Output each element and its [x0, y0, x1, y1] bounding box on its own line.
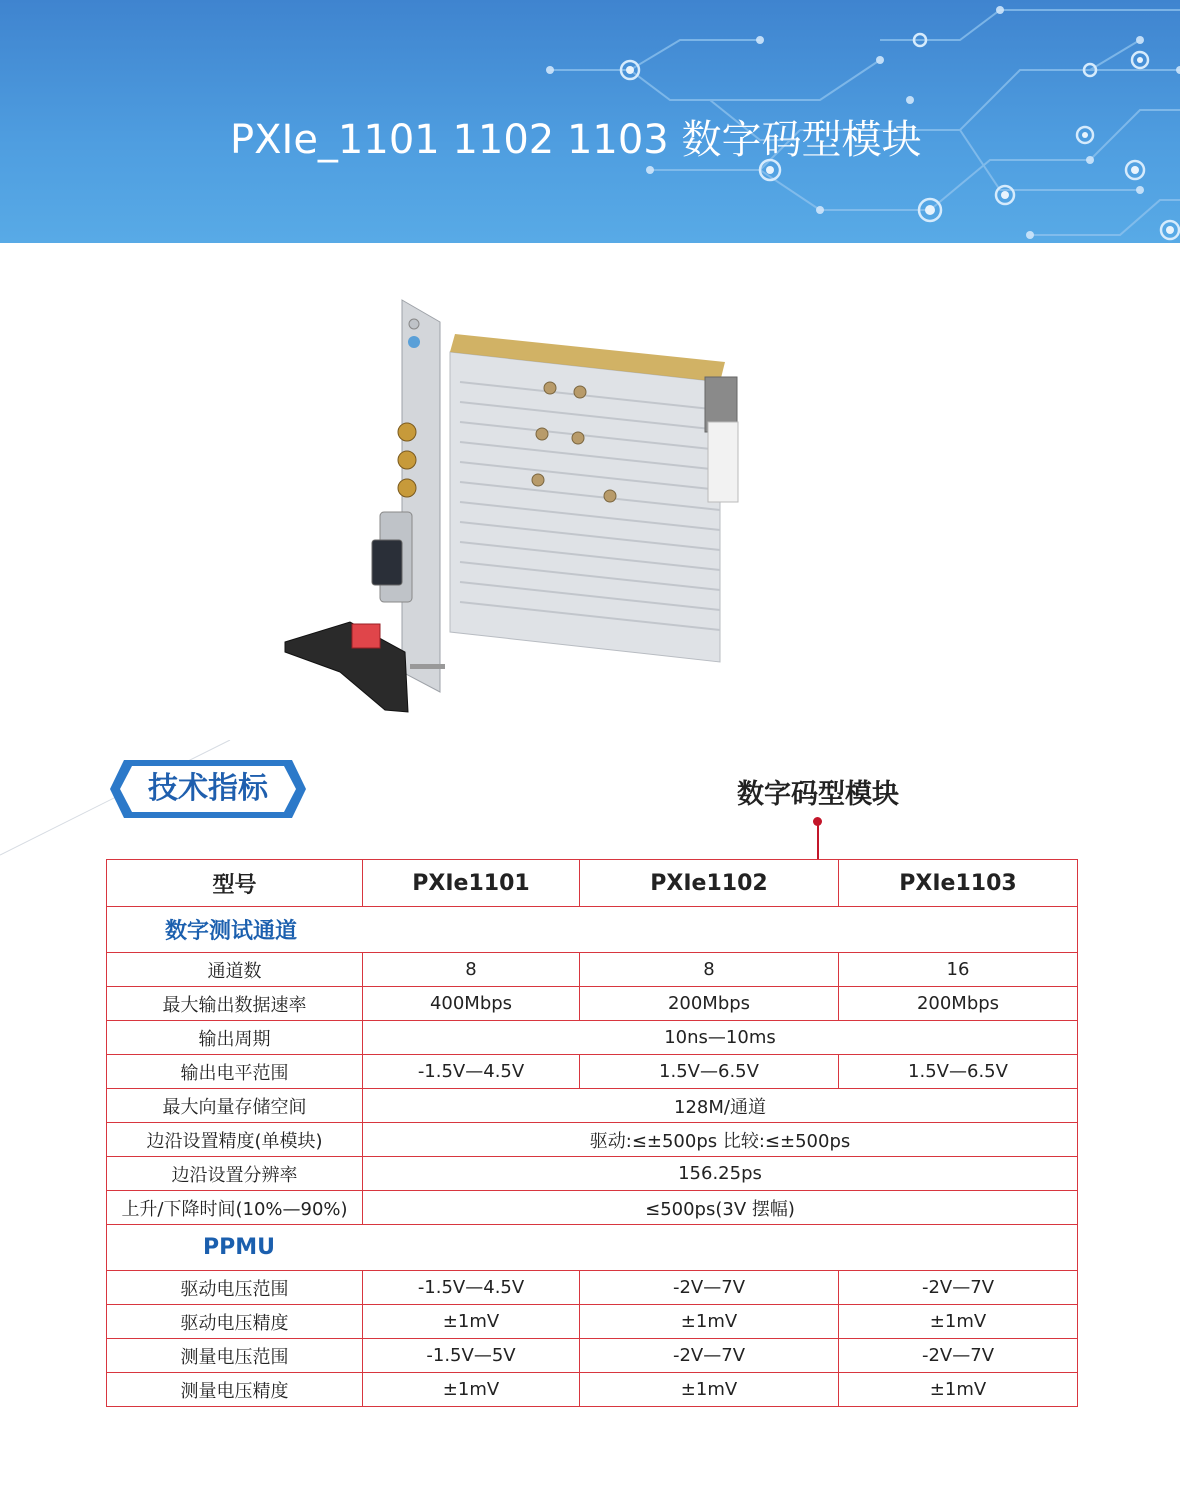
table-cell: ±1mV — [839, 1373, 1078, 1407]
table-cell: 200Mbps — [580, 987, 839, 1021]
table-cell: -1.5V—4.5V — [363, 1055, 580, 1089]
table-cell: 400Mbps — [363, 987, 580, 1021]
page-title: PXIe_1101 1102 1103 数字码型模块 — [230, 117, 922, 163]
table-cell: 8 — [580, 953, 839, 987]
table-cell: ±1mV — [839, 1305, 1078, 1339]
table-cell: -2V—7V — [580, 1271, 839, 1305]
merged-cell: 128M/通道 — [363, 1089, 1078, 1123]
row-label: 边沿设置精度(单模块) — [107, 1123, 363, 1157]
table-cell: -1.5V—5V — [363, 1339, 580, 1373]
table-row — [107, 1157, 1078, 1191]
table-cell: 16 — [839, 953, 1078, 987]
header-cell: PXIe1101 — [363, 860, 580, 907]
module-label: 数字码型模块 — [737, 779, 899, 810]
table-cell: ±1mV — [580, 1305, 839, 1339]
table-cell: ±1mV — [363, 1305, 580, 1339]
product-image — [280, 292, 750, 722]
table-cell: -2V—7V — [839, 1271, 1078, 1305]
row-label: 测量电压范围 — [107, 1339, 363, 1373]
merged-cell: 156.25ps — [363, 1157, 1078, 1191]
row-label: 最大向量存储空间 — [107, 1089, 363, 1123]
row-label: 最大输出数据速率 — [107, 987, 363, 1021]
table-cell: ±1mV — [363, 1373, 580, 1407]
row-label: 通道数 — [107, 953, 363, 987]
table-cell: ±1mV — [580, 1373, 839, 1407]
table-cell: 1.5V—6.5V — [839, 1055, 1078, 1089]
table-row — [107, 953, 1078, 987]
row-label: 测量电压精度 — [107, 1373, 363, 1407]
section-title: PPMU — [107, 1225, 1078, 1271]
row-label: 驱动电压范围 — [107, 1271, 363, 1305]
table-row — [107, 1373, 1078, 1407]
row-label: 边沿设置分辨率 — [107, 1157, 363, 1191]
section-row-ppmu — [107, 1225, 1078, 1271]
table-row — [107, 1271, 1078, 1305]
section-badge-label: 技术指标 — [148, 771, 268, 806]
merged-cell: ≤500ps(3V 摆幅) — [363, 1191, 1078, 1225]
table-row — [107, 1123, 1078, 1157]
header-cell: PXIe1103 — [839, 860, 1078, 907]
table-cell: -2V—7V — [839, 1339, 1078, 1373]
table-row — [107, 1089, 1078, 1123]
table-cell: -1.5V—4.5V — [363, 1271, 580, 1305]
merged-cell: 10ns—10ms — [363, 1021, 1078, 1055]
header-cell: PXIe1102 — [580, 860, 839, 907]
table-header-row — [107, 860, 1078, 907]
table-cell: 1.5V—6.5V — [580, 1055, 839, 1089]
table-row — [107, 987, 1078, 1021]
row-label: 输出周期 — [107, 1021, 363, 1055]
header-cell: 型号 — [107, 860, 363, 907]
table-row — [107, 1305, 1078, 1339]
merged-cell: 驱动:≤±500ps 比较:≤±500ps — [363, 1123, 1078, 1157]
spec-table — [106, 859, 1078, 1407]
table-row — [107, 1021, 1078, 1055]
row-label: 上升/下降时间(10%—90%) — [107, 1191, 363, 1225]
row-label: 驱动电压精度 — [107, 1305, 363, 1339]
table-row — [107, 1339, 1078, 1373]
section-row-digital — [107, 907, 1078, 953]
table-cell: -2V—7V — [580, 1339, 839, 1373]
section-title: 数字测试通道 — [107, 907, 1078, 953]
header-banner — [0, 0, 1180, 243]
table-row — [107, 1055, 1078, 1089]
table-cell: 200Mbps — [839, 987, 1078, 1021]
table-cell: 8 — [363, 953, 580, 987]
pointer-line — [817, 822, 819, 860]
section-badge — [110, 758, 306, 820]
row-label: 输出电平范围 — [107, 1055, 363, 1089]
table-row — [107, 1191, 1078, 1225]
